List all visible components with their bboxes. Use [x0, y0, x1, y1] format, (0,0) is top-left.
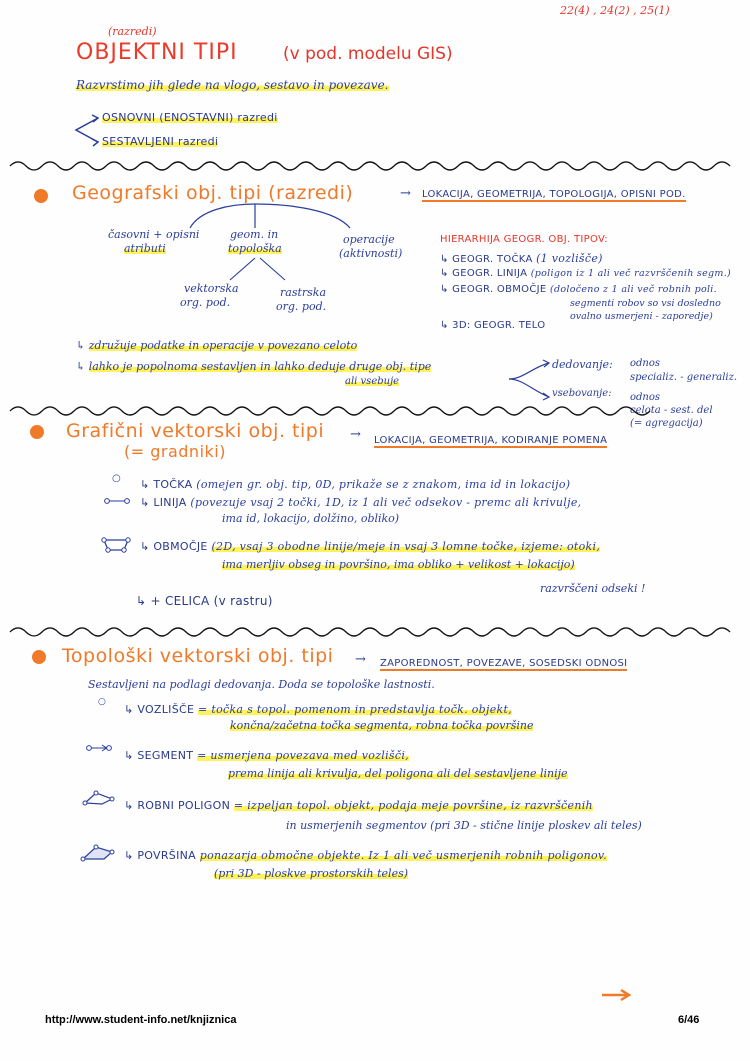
- page-references: 22(4) , 24(2) , 25(1): [560, 4, 670, 17]
- item-text-cont: končna/začetna točka segmenta, robna točka površine: [230, 719, 534, 732]
- containment-label: vsebovanje:: [552, 388, 612, 399]
- item-label: VOZLIŠČE: [137, 703, 195, 716]
- boundary-polygon-icon: [82, 790, 116, 806]
- section3-attributes: ZAPOREDNOST, POVEZAVE, SOSEDSKI ODNOSI: [380, 658, 628, 669]
- area-icon: [100, 536, 132, 554]
- branch-operations-line1: operacije: [343, 233, 395, 246]
- item-text-cont: ima merljiv obseg in površino, ima obliko + velikost + lokacijo): [222, 558, 575, 571]
- point-icon: ○: [112, 473, 121, 484]
- item-text-cont: (pri 3D - ploskve prostorskih teles): [214, 867, 409, 880]
- section-divider: [0, 158, 750, 172]
- page-title: OBJEKTNI TIPI: [76, 40, 238, 65]
- item-label: ROBNI POLIGON: [137, 799, 231, 812]
- hierarchy-item-label: GEOGR. OBMOČJE: [452, 284, 547, 295]
- branch-arrows-icon: [70, 112, 102, 148]
- note-item: ↳ združuje podatke in operacije v povezano celoto: [76, 339, 358, 352]
- section1-attributes: LOKACIJA, GEOMETRIJA, TOPOLOGIJA, OPISNI POD.: [422, 189, 686, 200]
- branch-geometry-line1: geom. in: [230, 228, 279, 241]
- hierarchy-item: ↳ 3D: GEOGR. TELO: [440, 320, 546, 331]
- next-page-arrow-icon: [600, 988, 634, 1002]
- item-label: TOČKA: [153, 478, 193, 491]
- graphic-item-point: ↳ TOČKA (omejen gr. obj. tip, 0D, prikaže se z znakom, ima id in lokacijo): [140, 478, 571, 491]
- surface-icon: [80, 844, 116, 862]
- item-text-cont: in usmerjenih segmentov (pri 3D - stične linije ploskev ali teles): [286, 819, 642, 832]
- hierarchy-item: ↳ GEOGR. TOČKA (1 vozlišče): [440, 252, 603, 265]
- item-label: + CELICA (v rastru): [150, 594, 273, 608]
- split-arrow-icon: [505, 355, 555, 405]
- section2-heading: Grafični vektorski obj. tipi: [66, 420, 325, 442]
- containment-text: celota - sest. del: [630, 405, 713, 416]
- branch-geometry-line2: topološka: [228, 242, 282, 255]
- graphic-item-area: ↳ OBMOČJE (2D, vsaj 3 obodne linije/meje in vsaj 3 lomne točke, izjeme: otoki,: [140, 540, 601, 553]
- item-label: OBMOČJE: [153, 540, 208, 553]
- item-text-cont: ima id, lokacijo, dolžino, obliko): [222, 512, 400, 525]
- topo-item-node: ↳ VOZLIŠČE = točka s topol. pomenom in predstavlja točk. objekt,: [124, 703, 512, 716]
- containment-text: (= agregacija): [630, 418, 703, 429]
- arrow-icon: →: [400, 186, 411, 201]
- hierarchy-item: ↳ GEOGR. LINIJA (poligon iz 1 ali več razvrščenih segm.): [440, 268, 732, 279]
- title-note: (razredi): [108, 25, 157, 38]
- intro-text: Razvrstimo jih glede na vlogo, sestavo in povezave.: [76, 78, 389, 92]
- note-sub: ali vsebuje: [345, 376, 400, 387]
- hierarchy-item: ↳ GEOGR. OBMOČJE (določeno z 1 ali več robnih poli.: [440, 284, 717, 295]
- item-label: LINIJA: [153, 496, 187, 509]
- line-icon: [104, 496, 130, 506]
- containment-text: odnos: [630, 392, 661, 403]
- note-text: združuje podatke in operacije v povezano celoto: [88, 339, 358, 352]
- hierarchy-title: HIERARHIJA GEOGR. OBJ. TIPOV:: [440, 234, 608, 245]
- graphic-item-cell: ↳ + CELICA (v rastru): [136, 594, 273, 608]
- item-text: ponazarja območne objekte. Iz 1 ali več usmerjenih robnih poligonov.: [199, 849, 607, 862]
- intro-item-composite: SESTAVLJENI razredi: [102, 135, 219, 148]
- item-text: = usmerjena povezava med vozlišči,: [197, 749, 409, 762]
- graphic-item-line: ↳ LINIJA (povezuje vsaj 2 točki, 1D, iz 1 ali več odsekov - premc ali krivulje,: [140, 496, 582, 509]
- branch-attributes-line1: časovni + opisni: [108, 228, 200, 241]
- inheritance-label: dedovanje:: [552, 358, 613, 371]
- hierarchy-note-cont: segmenti robov so vsi dosledno: [570, 298, 721, 309]
- section-divider: [0, 624, 750, 638]
- hierarchy-item-label: GEOGR. LINIJA: [452, 268, 528, 279]
- hierarchy-note-cont: ovalno usmerjeni - zaporedje): [570, 311, 713, 322]
- item-text: (2D, vsaj 3 obodne linije/meje in vsaj 3 lomne točke, izjeme: otoki,: [211, 540, 601, 553]
- hierarchy-item-note: (poligon iz 1 ali več razvrščenih segm.): [530, 268, 732, 279]
- arrow-icon: →: [355, 652, 366, 667]
- footer-url: http://www.student-info.net/knjiznica: [45, 1014, 237, 1026]
- item-text: = izpeljan topol. objekt, podaja meje površine, iz razvrščenih: [233, 799, 593, 812]
- section1-heading: Geografski obj. tipi (razredi): [72, 182, 354, 204]
- section2-subheading: (= gradniki): [124, 442, 226, 461]
- section-divider: [0, 403, 750, 417]
- topo-item-segment: ↳ SEGMENT = usmerjena povezava med vozlišči,: [124, 749, 409, 762]
- sub-vector-line2: org. pod.: [180, 296, 231, 309]
- item-label: SEGMENT: [137, 749, 194, 762]
- sub-vector-line1: vektorska: [184, 282, 239, 295]
- inheritance-text: odnos: [630, 358, 661, 369]
- item-extra-note: razvrščeni odseki !: [540, 582, 646, 595]
- inheritance-text: specializ. - generaliz.: [630, 372, 738, 383]
- footer-page-number: 6/46: [678, 1014, 700, 1026]
- segment-icon: [86, 743, 112, 753]
- node-icon: ○: [98, 697, 106, 707]
- topo-item-boundary-polygon: ↳ ROBNI POLIGON = izpeljan topol. objekt, podaja meje površine, iz razvrščenih: [124, 799, 593, 812]
- sub-raster-line2: org. pod.: [276, 300, 327, 313]
- arrow-icon: →: [350, 427, 361, 442]
- section2-attributes: LOKACIJA, GEOMETRIJA, KODIRANJE POMENA: [374, 435, 608, 446]
- section-bullet: [32, 650, 46, 664]
- branch-attributes-line2: atributi: [124, 242, 166, 255]
- section3-heading: Topološki vektorski obj. tipi: [62, 645, 334, 667]
- title-suffix: (v pod. modelu GIS): [283, 44, 453, 64]
- item-text-cont: prema linija ali krivulja, del poligona ali del sestavljene linije: [228, 767, 568, 780]
- section3-subtext: Sestavljeni na podlagi dedovanja. Doda se topološke lastnosti.: [88, 678, 435, 691]
- item-text: = točka s topol. pomenom in predstavlja točk. objekt,: [198, 703, 512, 716]
- section-bullet: [34, 189, 48, 203]
- item-label: POVRŠINA: [137, 849, 196, 862]
- hierarchy-item-note: (1 vozlišče): [536, 252, 603, 265]
- item-text: (povezuje vsaj 2 točki, 1D, iz 1 ali več odsekov - premc ali krivulje,: [190, 496, 582, 509]
- note-text: lahko je popolnoma sestavljen in lahko deduje druge obj. tipe: [88, 360, 432, 373]
- item-text: (omejen gr. obj. tip, 0D, prikaže se z znakom, ima id in lokacijo): [196, 478, 571, 491]
- section-bullet: [30, 425, 44, 439]
- topo-item-surface: ↳ POVRŠINA ponazarja območne objekte. Iz 1 ali več usmerjenih robnih poligonov.: [124, 849, 607, 862]
- hierarchy-item-label: GEOGR. TOČKA: [452, 254, 533, 265]
- hierarchy-item-note: (določeno z 1 ali več robnih poli.: [549, 284, 717, 295]
- sub-raster-line1: rastrska: [280, 286, 327, 299]
- hierarchy-item-label: 3D: GEOGR. TELO: [452, 320, 546, 331]
- branch-operations-line2: (aktivnosti): [339, 247, 403, 260]
- intro-item-basic: OSNOVNI (ENOSTAVNI) razredi: [102, 111, 278, 124]
- note-item: ↳ lahko je popolnoma sestavljen in lahko deduje druge obj. tipe: [76, 360, 432, 373]
